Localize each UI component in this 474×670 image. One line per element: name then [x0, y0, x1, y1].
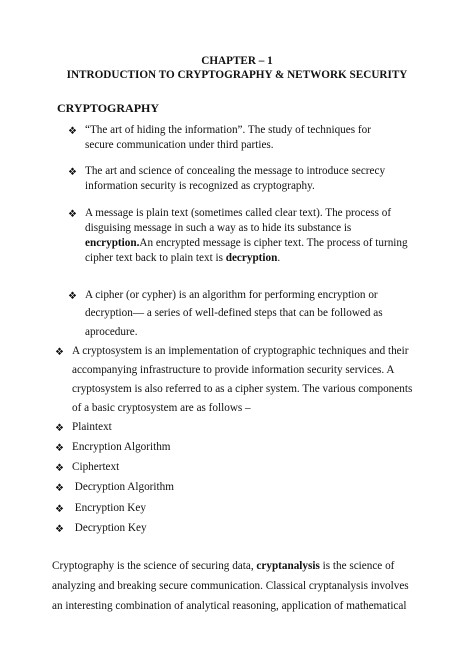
component-label: Encryption Key	[72, 502, 146, 514]
bullet-text-line: aprocedure.	[85, 326, 138, 338]
diamond-bullet-icon: ❖	[68, 291, 77, 302]
paragraph-fragment: Cryptography is the science of securing data,	[52, 560, 257, 572]
bullet-text-line	[85, 252, 280, 264]
diamond-bullet-icon: ❖	[68, 126, 77, 137]
term-cryptanalysis: cryptanalysis	[256, 560, 320, 572]
diamond-bullet-icon: ❖	[55, 463, 64, 474]
bullet-text-line: The art and science of concealing the message to introduce secrecy	[85, 165, 386, 177]
bullet-text-line: disguising message in such a way as to hide its substance is	[85, 222, 352, 234]
diamond-bullet-icon: ❖	[55, 483, 64, 494]
bullet-text-fragment: .	[277, 252, 281, 264]
diamond-bullet-icon: ❖	[55, 524, 64, 535]
component-label: Encryption Algorithm	[72, 441, 171, 453]
chapter-heading: CHAPTER – 1	[201, 55, 273, 67]
bullet-text-line: secure communication under third parties.	[85, 139, 274, 151]
bullet-text-line: of a basic cryptosystem are as follows –	[72, 402, 251, 414]
paragraph-fragment: is the science of	[319, 560, 395, 572]
component-label: Decryption Algorithm	[72, 481, 174, 493]
component-label: Plaintext	[72, 421, 112, 433]
diamond-bullet-icon: ❖	[55, 347, 64, 358]
diamond-bullet-icon: ❖	[55, 443, 64, 454]
term-encryption: encryption.	[85, 237, 140, 249]
bullet-text-line: accompanying infrastructure to provide information security services. A	[72, 364, 395, 376]
diamond-bullet-icon: ❖	[55, 423, 64, 434]
document-title: INTRODUCTION TO CRYPTOGRAPHY & NETWORK SECURITY	[66, 69, 408, 81]
diamond-bullet-icon: ❖	[68, 209, 77, 220]
paragraph-line: analyzing and breaking secure communication. Classical cryptanalysis involves	[52, 580, 409, 592]
section-heading: CRYPTOGRAPHY	[57, 101, 160, 115]
bullet-text-line: “The art of hiding the information”. The study of techniques for	[85, 124, 371, 136]
bullet-text-line: decryption— a series of well-defined steps that can be followed as	[85, 307, 383, 319]
bullet-text-line: A cipher (or cypher) is an algorithm for performing encryption or	[85, 289, 378, 301]
paragraph-line: an interesting combination of analytical reasoning, application of mathematical	[52, 600, 407, 612]
term-decryption: decryption	[225, 252, 278, 264]
diamond-bullet-icon: ❖	[68, 167, 77, 178]
component-label: Ciphertext	[72, 461, 120, 473]
bullet-text-line: A message is plain text (sometimes called clear text). The process of	[85, 207, 392, 219]
paragraph-line	[52, 560, 394, 572]
bullet-text-line: cryptosystem is also referred to as a cipher system. The various components	[72, 383, 413, 395]
diamond-bullet-icon: ❖	[55, 504, 64, 515]
component-label: Decryption Key	[72, 522, 147, 534]
bullet-text-line: A cryptosystem is an implementation of cryptographic techniques and their	[72, 345, 409, 357]
bullet-text-fragment: An encrypted message is cipher text. The process of turning	[139, 237, 408, 249]
bullet-text-fragment: cipher text back to plain text is	[85, 252, 226, 264]
bullet-text-line	[85, 237, 408, 249]
bullet-text-line: information security is recognized as cryptography.	[85, 180, 315, 192]
